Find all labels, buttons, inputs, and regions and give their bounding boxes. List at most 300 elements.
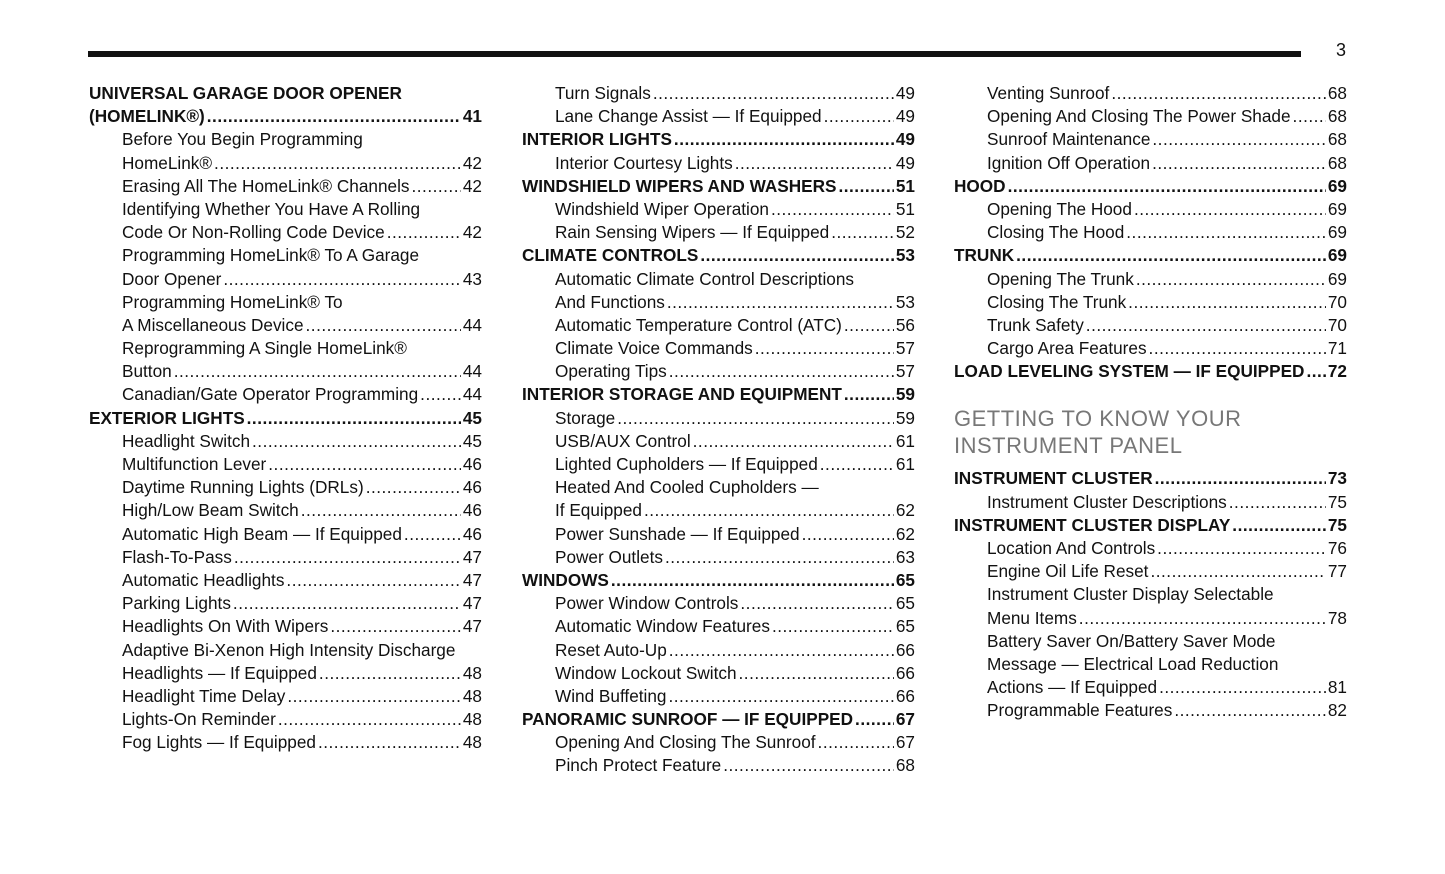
dot-leader <box>824 105 894 128</box>
toc-entry-line <box>954 175 1347 198</box>
dot-leader <box>404 523 461 546</box>
toc-entry-label: Opening The Hood <box>987 198 1132 219</box>
toc-section-entry[interactable] <box>954 514 1347 537</box>
toc-page-number: 63 <box>895 546 915 567</box>
toc-entry[interactable] <box>522 360 915 383</box>
toc-entry-line <box>522 407 915 430</box>
toc-entry-line <box>954 105 1347 128</box>
toc-entry[interactable] <box>522 268 915 314</box>
toc-page-number: 46 <box>462 523 482 544</box>
toc-entry[interactable] <box>89 639 482 685</box>
toc-entry-line <box>522 314 915 337</box>
toc-entry[interactable] <box>954 198 1347 221</box>
toc-entry-label: Fog Lights — If Equipped <box>122 732 316 753</box>
toc-page-number: 69 <box>1327 222 1347 243</box>
toc-entry-line <box>89 152 482 175</box>
toc-entry-label: Closing The Trunk <box>987 291 1127 312</box>
toc-page-number: 61 <box>895 430 915 451</box>
toc-entry-label: Cargo Area Features <box>987 338 1147 359</box>
toc-entry-label: Lights-On Reminder <box>122 709 276 730</box>
toc-page-number: 68 <box>895 755 915 776</box>
dot-leader <box>1232 514 1326 537</box>
toc-page-number: 42 <box>462 175 482 196</box>
toc-section-entry[interactable] <box>522 383 915 406</box>
toc-page-number: 47 <box>462 593 482 614</box>
dot-leader <box>233 592 461 615</box>
toc-entry-line <box>89 639 482 662</box>
toc-entry-label: HomeLink® <box>122 152 213 173</box>
toc-entry[interactable] <box>954 128 1347 151</box>
toc-entry-line <box>522 198 915 221</box>
toc-entry[interactable] <box>954 291 1347 314</box>
toc-entry-line <box>522 337 915 360</box>
toc-entry-line <box>89 685 482 708</box>
toc-entry-line <box>89 175 482 198</box>
toc-entry-label: Opening And Closing The Power Shade <box>987 106 1291 127</box>
toc-entry[interactable] <box>89 337 482 383</box>
toc-entry-label: Reset Auto-Up <box>555 639 667 660</box>
toc-entry[interactable] <box>522 523 915 546</box>
toc-entry-line <box>522 615 915 638</box>
toc-entry-line <box>954 314 1347 337</box>
toc-page-number: 82 <box>1327 700 1347 721</box>
toc-entry-label: Instrument Cluster Display Selectable <box>987 584 1274 605</box>
toc-entry-line <box>954 244 1347 267</box>
toc-entry-line <box>522 152 915 175</box>
toc-entry[interactable] <box>89 546 482 569</box>
toc-entry-label: Lighted Cupholders — If Equipped <box>555 454 818 474</box>
toc-page-number: 42 <box>462 222 482 243</box>
toc-entry[interactable] <box>954 314 1347 337</box>
toc-page-number: 69 <box>1327 245 1347 266</box>
dot-leader <box>287 685 461 708</box>
toc-entry[interactable] <box>522 105 915 128</box>
toc-entry-label: TRUNK <box>954 245 1015 266</box>
toc-entry-label: Opening The Trunk <box>987 268 1134 289</box>
toc-entry[interactable] <box>89 523 482 546</box>
toc-page-number: 69 <box>1327 198 1347 219</box>
toc-entry[interactable] <box>89 244 482 290</box>
toc-page-number: 65 <box>895 616 915 637</box>
toc-entry-label: Ignition Off Operation <box>987 152 1151 173</box>
toc-entry-line <box>954 268 1347 291</box>
toc-entry-line <box>954 630 1347 653</box>
toc-section-entry[interactable] <box>89 407 482 430</box>
dot-leader <box>723 754 894 777</box>
dot-leader <box>234 546 461 569</box>
dot-leader <box>223 268 461 291</box>
toc-entry[interactable] <box>522 337 915 360</box>
dot-leader <box>855 708 894 731</box>
toc-entry-line <box>89 569 482 592</box>
toc-column-1 <box>89 82 482 754</box>
toc-entry-label: INSTRUMENT CLUSTER <box>954 468 1153 489</box>
toc-page-number: 53 <box>895 245 915 266</box>
toc-entry-line <box>522 476 915 499</box>
toc-page-number: 81 <box>1327 677 1347 698</box>
toc-entry[interactable] <box>522 546 915 569</box>
dot-leader <box>412 175 461 198</box>
toc-page-number: 62 <box>895 500 915 521</box>
toc-entry[interactable] <box>522 453 915 476</box>
dot-leader <box>617 407 894 430</box>
dot-leader <box>818 731 894 754</box>
toc-entry-line <box>522 430 915 453</box>
dot-leader <box>665 546 894 569</box>
toc-page-number: 47 <box>462 569 482 590</box>
toc-entry-line <box>522 569 915 592</box>
toc-page-number: 68 <box>1327 129 1347 150</box>
toc-entry[interactable] <box>89 499 482 522</box>
dot-leader <box>420 383 461 406</box>
toc-entry-line <box>89 105 482 128</box>
toc-entry[interactable] <box>954 583 1347 629</box>
toc-entry-label: Headlights — If Equipped <box>122 662 317 683</box>
toc-page-number: 59 <box>895 384 915 405</box>
toc-page-number: 41 <box>462 106 482 127</box>
toc-entry-label: Programmable Features <box>987 700 1173 721</box>
toc-column-3 <box>954 82 1347 723</box>
toc-entry-label: Daytime Running Lights (DRLs) <box>122 477 364 498</box>
toc-entry-line <box>522 82 915 105</box>
toc-entry[interactable] <box>522 430 915 453</box>
toc-entry[interactable] <box>522 615 915 638</box>
toc-entry[interactable] <box>954 491 1347 514</box>
toc-entry[interactable] <box>954 699 1347 722</box>
toc-entry-label: Trunk Safety <box>987 314 1084 335</box>
toc-page-number: 46 <box>462 477 482 498</box>
dot-leader <box>1293 105 1326 128</box>
toc-entry-label: PANORAMIC SUNROOF — IF EQUIPPED <box>522 709 854 730</box>
toc-page-number: 70 <box>1327 314 1347 335</box>
toc-entry-label: Menu Items <box>987 607 1077 628</box>
toc-section-entry[interactable] <box>954 467 1347 490</box>
toc-entry-label: Power Outlets <box>555 546 663 567</box>
toc-entry[interactable] <box>522 685 915 708</box>
toc-entry-label: Door Opener <box>122 268 222 289</box>
toc-entry-label: Lane Change Assist — If Equipped <box>555 106 822 127</box>
toc-entry-label: High/Low Beam Switch <box>122 500 299 521</box>
toc-entry-label: Automatic Climate Control Descriptions <box>555 268 854 289</box>
toc-column-2 <box>522 82 915 778</box>
toc-entry-label: Closing The Hood <box>987 222 1125 243</box>
toc-entry-line <box>954 607 1347 630</box>
dot-leader <box>735 152 894 175</box>
toc-page-number: 47 <box>462 546 482 567</box>
toc-page-number: 75 <box>1327 514 1347 535</box>
toc-entry[interactable] <box>89 476 482 499</box>
dot-leader <box>278 708 461 731</box>
toc-page-number: 49 <box>895 152 915 173</box>
toc-entry-line <box>89 128 482 151</box>
toc-entry[interactable] <box>89 592 482 615</box>
toc-entry-line <box>954 583 1347 606</box>
toc-entry-label: Headlight Switch <box>122 430 251 451</box>
toc-entry-line <box>954 198 1347 221</box>
toc-entry-line <box>89 198 482 221</box>
toc-entry-label: Programming HomeLink® To A Garage <box>122 245 420 266</box>
toc-entry-label: Automatic Window Features <box>555 616 770 637</box>
toc-entry-line <box>522 685 915 708</box>
toc-entry-label: Storage <box>555 407 616 428</box>
toc-entry-line <box>954 653 1347 676</box>
toc-page-number: 77 <box>1327 561 1347 582</box>
toc-section-entry[interactable] <box>954 244 1347 267</box>
toc-entry-label: Instrument Cluster Descriptions <box>987 491 1227 512</box>
toc-section-entry[interactable] <box>954 360 1347 383</box>
toc-page-number: 57 <box>895 338 915 359</box>
toc-entry-label: And Functions <box>555 291 665 312</box>
toc-entry-label: Erasing All The HomeLink® Channels <box>122 175 410 196</box>
toc-page-number: 67 <box>895 732 915 753</box>
dot-leader <box>1086 314 1326 337</box>
dot-leader <box>667 291 894 314</box>
dot-leader <box>366 476 461 499</box>
toc-entry[interactable] <box>89 453 482 476</box>
toc-page-number: 69 <box>1327 268 1347 289</box>
toc-entry-label: CLIMATE CONTROLS <box>522 245 699 266</box>
dot-leader <box>1157 537 1326 560</box>
dot-leader <box>844 314 894 337</box>
dot-leader <box>1229 491 1326 514</box>
toc-entry-label: Power Sunshade — If Equipped <box>555 523 800 544</box>
toc-entry[interactable] <box>954 152 1347 175</box>
dot-leader <box>318 731 461 754</box>
dot-leader <box>214 152 461 175</box>
toc-entry[interactable] <box>954 268 1347 291</box>
toc-entry-line <box>89 268 482 291</box>
toc-entry-label: Button <box>122 361 172 382</box>
toc-entry-label: INSTRUMENT CLUSTER DISPLAY <box>954 514 1231 535</box>
dot-leader <box>301 499 461 522</box>
dot-leader <box>174 360 461 383</box>
toc-page-number: 78 <box>1327 607 1347 628</box>
toc-entry-label: HOOD <box>954 175 1006 196</box>
toc-entry-line <box>522 662 915 685</box>
toc-page-number: 66 <box>895 685 915 706</box>
toc-entry-line <box>522 546 915 569</box>
toc-page-number: 45 <box>462 430 482 451</box>
toc-entry[interactable] <box>89 569 482 592</box>
toc-entry[interactable] <box>89 708 482 731</box>
toc-page-number: 57 <box>895 361 915 382</box>
toc-entry-line <box>89 314 482 337</box>
toc-entry-label: (HOMELINK®) <box>89 106 205 127</box>
dot-leader <box>755 337 894 360</box>
toc-entry-line <box>954 221 1347 244</box>
toc-entry[interactable] <box>522 314 915 337</box>
toc-entry-line <box>522 175 915 198</box>
toc-entry-label: Adaptive Bi-Xenon High Intensity Discharge <box>122 639 456 660</box>
toc-entry[interactable] <box>522 82 915 105</box>
toc-entry-line <box>522 754 915 777</box>
toc-entry-line <box>522 708 915 731</box>
toc-page-number: 65 <box>895 569 915 590</box>
dot-leader <box>247 407 461 430</box>
toc-entry-label: INTERIOR STORAGE AND EQUIPMENT <box>522 384 842 405</box>
toc-entry[interactable] <box>954 630 1347 700</box>
toc-entry[interactable] <box>89 731 482 754</box>
toc-page-number: 51 <box>895 198 915 219</box>
toc-section-entry[interactable] <box>522 569 915 592</box>
toc-entry[interactable] <box>89 291 482 337</box>
toc-page-number: 48 <box>462 662 482 683</box>
dot-leader <box>1128 291 1326 314</box>
dot-leader <box>286 569 460 592</box>
toc-entry-label: Windshield Wiper Operation <box>555 198 769 219</box>
toc-page-number: 49 <box>895 106 915 127</box>
dot-leader <box>669 639 894 662</box>
toc-section-entry[interactable] <box>954 175 1347 198</box>
toc-page-number: 65 <box>895 593 915 614</box>
toc-entry-line <box>89 731 482 754</box>
toc-entry-label: Turn Signals <box>555 83 651 103</box>
section-heading-line: GETTING TO KNOW YOUR <box>954 406 1242 432</box>
header-rule <box>88 51 1301 57</box>
toc-entry-label: Actions — If Equipped <box>987 677 1158 698</box>
dot-leader <box>1008 175 1326 198</box>
toc-entry-label: Climate Voice Commands <box>555 338 753 359</box>
toc-page-number: 71 <box>1327 338 1347 359</box>
dot-leader <box>1152 152 1326 175</box>
toc-page-number: 42 <box>462 152 482 173</box>
dot-leader <box>1134 198 1326 221</box>
dot-leader <box>1150 560 1325 583</box>
toc-entry-line <box>522 128 915 151</box>
toc-entry-label: A Miscellaneous Device <box>122 314 304 335</box>
toc-entry[interactable] <box>522 152 915 175</box>
toc-entry-line <box>89 523 482 546</box>
toc-entry-label: Canadian/Gate Operator Programming <box>122 384 419 405</box>
toc-entry[interactable] <box>89 685 482 708</box>
toc-page-number: 69 <box>1327 175 1347 196</box>
toc-entry-line <box>89 476 482 499</box>
toc-page-number: 68 <box>1327 106 1347 127</box>
toc-entry-line <box>954 491 1347 514</box>
toc-section-entry[interactable] <box>89 82 482 128</box>
toc-entry[interactable] <box>522 198 915 221</box>
dot-leader <box>1174 699 1326 722</box>
toc-entry[interactable] <box>522 731 915 754</box>
toc-entry-line <box>522 360 915 383</box>
toc-entry-line <box>89 383 482 406</box>
dot-leader <box>1152 128 1325 151</box>
toc-page-number: 75 <box>1327 491 1347 512</box>
toc-entry-label: UNIVERSAL GARAGE DOOR OPENER <box>89 83 402 103</box>
toc-section-entry[interactable] <box>522 708 915 731</box>
toc-entry-line <box>954 360 1347 383</box>
toc-entry-line <box>89 244 482 267</box>
toc-page-number: 59 <box>895 407 915 428</box>
toc-entry[interactable] <box>89 430 482 453</box>
toc-entry[interactable] <box>954 105 1347 128</box>
dot-leader <box>693 430 894 453</box>
toc-entry[interactable] <box>89 383 482 406</box>
dot-leader <box>306 314 461 337</box>
toc-entry[interactable] <box>954 537 1347 560</box>
toc-page-number: 44 <box>462 314 482 335</box>
dot-leader <box>668 685 893 708</box>
dot-leader <box>802 523 894 546</box>
dot-leader <box>1126 221 1326 244</box>
toc-entry-line <box>522 291 915 314</box>
toc-page-number: 47 <box>462 616 482 637</box>
toc-entry[interactable] <box>522 639 915 662</box>
toc-entry[interactable] <box>954 221 1347 244</box>
dot-leader <box>268 453 461 476</box>
toc-section-entry[interactable] <box>522 244 915 267</box>
dot-leader <box>669 360 894 383</box>
dot-leader <box>740 592 893 615</box>
toc-section-entry[interactable] <box>522 175 915 198</box>
toc-entry-line <box>954 337 1347 360</box>
toc-entry-label: INTERIOR LIGHTS <box>522 129 672 150</box>
toc-entry-line <box>89 337 482 360</box>
toc-entry-line <box>954 514 1347 537</box>
toc-entry-label: Headlight Time Delay <box>122 685 286 706</box>
toc-entry[interactable] <box>954 560 1347 583</box>
toc-page-number: 67 <box>895 709 915 730</box>
toc-page-number: 44 <box>462 361 482 382</box>
toc-page-number: 68 <box>1327 152 1347 173</box>
toc-entry[interactable] <box>89 175 482 198</box>
toc-entry-label: LOAD LEVELING SYSTEM — IF EQUIPPED <box>954 361 1305 382</box>
toc-entry[interactable] <box>522 662 915 685</box>
toc-entry[interactable] <box>954 337 1347 360</box>
toc-entry-label: Window Lockout Switch <box>555 662 737 683</box>
toc-entry-line <box>89 499 482 522</box>
toc-page-number: 48 <box>462 709 482 730</box>
toc-page-number: 61 <box>895 454 915 474</box>
dot-leader <box>1306 360 1325 383</box>
toc-entry-label: Location And Controls <box>987 538 1156 558</box>
dot-leader <box>1149 337 1326 360</box>
toc-entry[interactable] <box>954 82 1347 105</box>
toc-entry-label: EXTERIOR LIGHTS <box>89 407 245 428</box>
toc-entry-label: Battery Saver On/Battery Saver Mode <box>987 630 1276 651</box>
toc-entry-line <box>89 82 482 105</box>
toc-page-number: 76 <box>1327 538 1347 558</box>
toc-entry[interactable] <box>89 198 482 244</box>
toc-entry[interactable] <box>522 476 915 522</box>
toc-entry[interactable] <box>89 128 482 174</box>
toc-entry-label: Operating Tips <box>555 361 667 382</box>
toc-section-entry[interactable] <box>522 128 915 151</box>
toc-entry-label: Sunroof Maintenance <box>987 129 1151 150</box>
toc-entry-line <box>89 430 482 453</box>
toc-page-number: 46 <box>462 500 482 521</box>
toc-entry[interactable] <box>522 592 915 615</box>
toc-entry-label: Rain Sensing Wipers — If Equipped <box>555 222 830 243</box>
toc-entry[interactable] <box>522 407 915 430</box>
toc-entry-label: Engine Oil Life Reset <box>987 561 1149 582</box>
toc-entry-label: Message — Electrical Load Reduction <box>987 653 1279 674</box>
toc-page-number: 45 <box>462 407 482 428</box>
toc-entry[interactable] <box>89 615 482 638</box>
toc-entry-line <box>954 291 1347 314</box>
toc-entry[interactable] <box>522 221 915 244</box>
toc-entry-label: Pinch Protect Feature <box>555 755 722 776</box>
toc-entry-line <box>522 268 915 291</box>
toc-entry-line <box>954 560 1347 583</box>
toc-entry-label: Flash-To-Pass <box>122 546 232 567</box>
toc-entry-label: Headlights On With Wipers <box>122 616 329 637</box>
toc-entry-line <box>954 152 1347 175</box>
toc-entry-line <box>89 615 482 638</box>
toc-entry[interactable] <box>522 754 915 777</box>
dot-leader <box>838 175 893 198</box>
toc-entry-label: Parking Lights <box>122 593 231 614</box>
